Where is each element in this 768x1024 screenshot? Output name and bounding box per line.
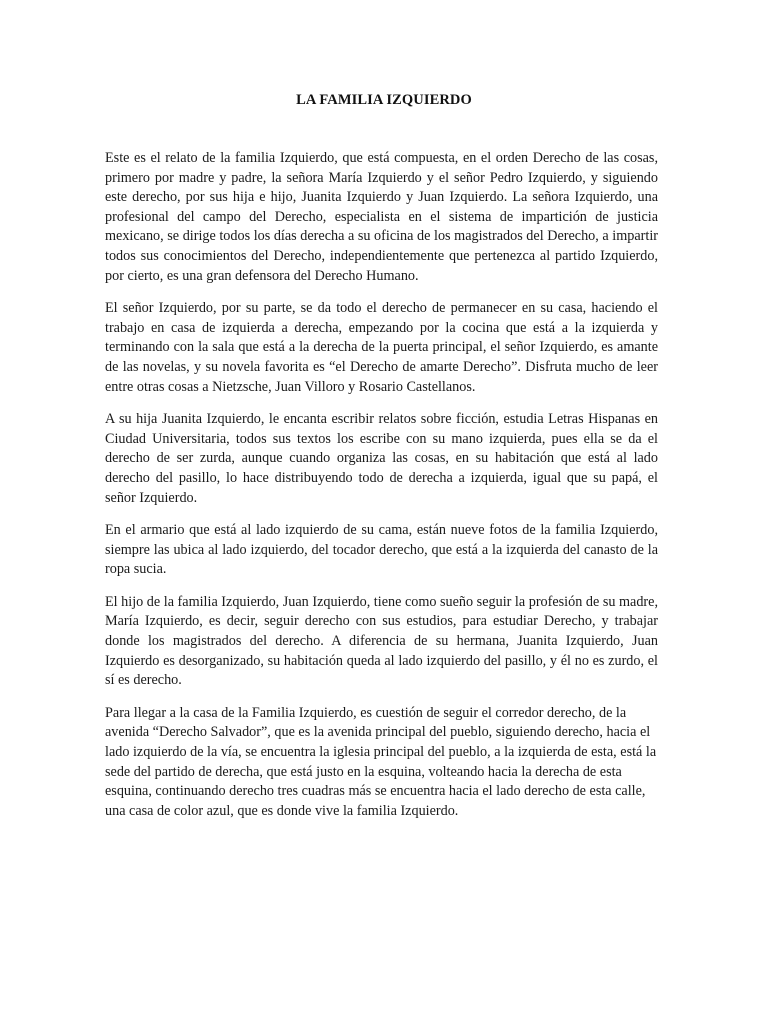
document-body: [105, 149, 658, 834]
paragraph-3: A su hija Juanita Izquierdo, le encanta escribir relatos sobre ficción, estudia Letras Hispanas en Ciudad Universitaria, todos sus textos los escribe con su mano izquierda, pues ella se da el derecho de ser zurda, aunque cuando organiza las cosas, en su habitación que está al lado derecho del pasillo, lo hace distribuyendo todo de derecha a izquierda, igual que su papá, el señor Izquierdo.: [105, 411, 658, 506]
paragraph-1: Este es el relato de la familia Izquierdo, que está compuesta, en el orden Derecho de las cosas, primero por madre y padre, la señora María Izquierdo y el señor Pedro Izquierdo, y siguiendo este derecho, por sus hija e hijo, Juanita Izquierdo y Juan Izquierdo. La señora Izquierdo, una profesional del campo del Derecho, especialista en el sistema de impartición de justicia mexicano, se dirige todos los días derecha a su oficina de los magistrados del Derecho, a impartir todos sus conocimientos del Derecho, independientemente que pertenezca al partido Izquierdo, por cierto, es una gran defensora del Derecho Humano.: [105, 150, 658, 284]
paragraph-2: El señor Izquierdo, por su parte, se da todo el derecho de permanecer en su casa, haciendo el trabajo en casa de izquierda a derecha, empezando por la cocina que está a la izquierda y terminando con la sala que está a la derecha de la puerta principal, el señor Izquierdo, es amante de las novelas, y su novela favorita es “el Derecho de amarte Derecho”. Disfruta mucho de leer entre otras cosas a Nietzsche, Juan Villoro y Rosario Castellanos.: [105, 300, 658, 395]
paragraph-6: Para llegar a la casa de la Familia Izquierdo, es cuestión de seguir el corredor derecho, de la avenida “Derecho Salvador”, que es la avenida principal del pueblo, siguiendo derecho, hacia el lado izquierdo de la vía, se encuentra la iglesia principal del pueblo, a la izquierda de esta, está la sede del partido de derecha, que está justo en la esquina, volteando hacia la derecha de esta esquina, continuando derecho tres cuadras más se encuentra hacia el lado derecho de esta calle, una casa de color azul, que es donde vive la familia Izquierdo.: [105, 704, 657, 819]
document-title: LA FAMILIA IZQUIERDO: [296, 92, 472, 108]
paragraph-5: El hijo de la familia Izquierdo, Juan Izquierdo, tiene como sueño seguir la profesión de su madre, María Izquierdo, es decir, seguir derecho con sus estudios, para estudiar Derecho, y trabajar donde los magistrados del derecho. A diferencia de su hermana, Juanita Izquierdo, Juan Izquierdo es desorganizado, su habitación queda al lado izquierdo del pasillo, y él no es zurdo, el sí es derecho.: [105, 593, 658, 689]
paragraph-4: En el armario que está al lado izquierdo de su cama, están nueve fotos de la familia Izquierdo, siempre las ubica al lado izquierdo, del tocador derecho, que está a la izquierda del canasto de la ropa sucia.: [105, 522, 658, 578]
